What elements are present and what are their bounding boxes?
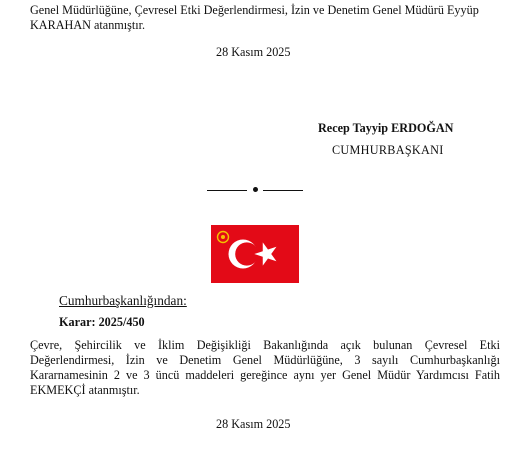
signer-name: Recep Tayyip ERDOĞAN (318, 121, 454, 135)
decree-2-line: Kararnamesinin 2 ve 3 üncü maddeleri gereğince aynı yer Genel Müdür Yardımcısı Fatih (30, 368, 500, 382)
turkish-flag (211, 225, 299, 283)
separator-line-right (263, 190, 303, 191)
decree-2-line: EKMEKÇİ atanmıştır. (30, 383, 140, 397)
separator-line-left (207, 190, 247, 191)
decree-2-body (30, 338, 500, 398)
decree-2-line: Çevre, Şehircilik ve İklim Değişikliği Bakanlığında açık bulunan Çevresel Etki (30, 338, 500, 352)
section-separator (207, 184, 306, 196)
signer-title: CUMHURBAŞKANI (332, 143, 444, 157)
decree-1-line: KARAHAN atanmıştır. (30, 18, 146, 32)
decree-1-date: 28 Kasım 2025 (216, 45, 291, 59)
decree-1-body (30, 3, 500, 33)
decree-2-line: Değerlendirmesi, İzin ve Denetim Genel Müdürlüğüne, 3 sayılı Cumhurbaşkanlığı (30, 353, 500, 367)
decree-2-number: Karar: 2025/450 (59, 315, 145, 329)
decree-2-date: 28 Kasım 2025 (216, 417, 291, 431)
decree-1-line: Genel Müdürlüğüne, Çevresel Etki Değerlendirmesi, İzin ve Denetim Genel Müdürü Eyyüp (30, 3, 479, 17)
separator-dot (253, 187, 258, 192)
decree-2-heading: Cumhurbaşkanlığından: (59, 293, 187, 308)
cut-off-text-line (30, 0, 500, 1)
